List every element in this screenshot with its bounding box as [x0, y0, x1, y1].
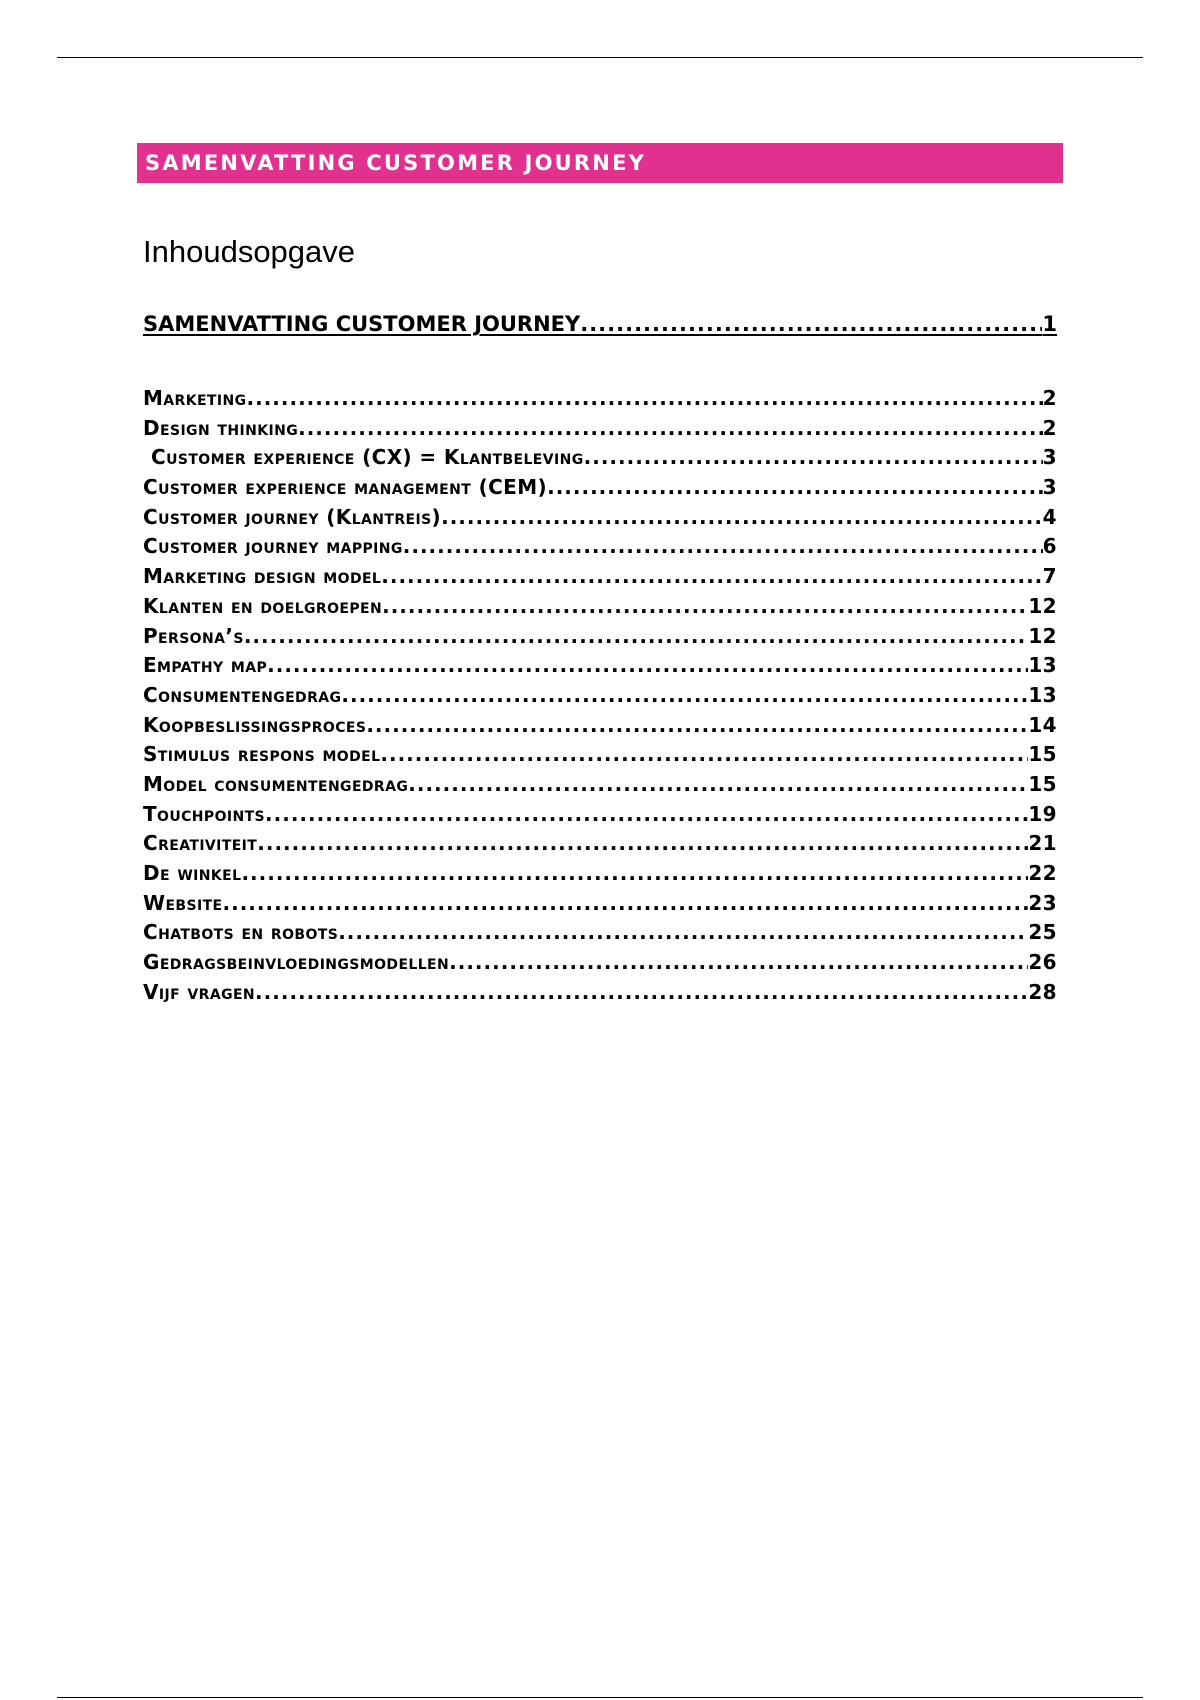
- toc-dot-leader: [403, 534, 1043, 558]
- toc-dot-leader: [441, 505, 1043, 529]
- toc-page-number: 1: [1042, 312, 1057, 336]
- toc-dot-leader: [247, 386, 1043, 410]
- toc-page-number: 3: [1042, 445, 1057, 470]
- toc-entry-title: Chatbots en robots: [143, 920, 339, 945]
- toc-entry-title: Customer journey mapping: [143, 534, 403, 559]
- toc-entry-title: Touchpoints: [143, 801, 266, 826]
- toc-entry[interactable]: [143, 713, 1057, 743]
- toc-dot-leader: [584, 445, 1043, 469]
- toc-page-number: 6: [1042, 534, 1057, 559]
- toc-page-number: 25: [1028, 920, 1057, 945]
- toc-page-number: 26: [1028, 950, 1057, 975]
- toc-entry-title: Klanten en doelgroepen: [143, 593, 383, 618]
- toc-entry[interactable]: [143, 950, 1057, 980]
- toc-page-number: 15: [1028, 742, 1057, 767]
- toc-entry-title: De winkel: [143, 861, 242, 885]
- toc-dot-leader: [257, 831, 1028, 855]
- title-banner: [137, 143, 1063, 183]
- toc-dot-leader: [267, 653, 1028, 677]
- toc-entry-title: Website: [143, 890, 223, 915]
- toc-entry[interactable]: [143, 505, 1057, 535]
- toc-entry-title: Koopbeslissingsproces: [143, 712, 367, 737]
- toc-entry-title: Consumentengedrag: [143, 682, 342, 707]
- toc-entry-title: Creativiteit: [143, 831, 258, 856]
- toc-dot-leader: [338, 920, 1028, 944]
- toc-entry-title: Customer journey (Klantreis): [143, 504, 442, 529]
- toc-dot-leader: [223, 891, 1029, 915]
- toc-page-number: 23: [1028, 890, 1057, 915]
- toc-dot-leader: [382, 594, 1028, 618]
- toc-entry-title: Stimulus respons model: [143, 742, 381, 767]
- toc-entry-title: Vijf vragen: [143, 979, 256, 1004]
- toc-dot-leader: [408, 772, 1028, 796]
- toc-dot-leader: [341, 683, 1028, 707]
- toc-entry[interactable]: [143, 831, 1057, 861]
- toc-dot-leader: [241, 861, 1028, 885]
- toc-entry[interactable]: [143, 386, 1057, 416]
- toc-entry[interactable]: [143, 980, 1057, 1010]
- toc-entry[interactable]: [143, 564, 1057, 594]
- toc-entry[interactable]: [143, 653, 1057, 683]
- toc-entry-title: Gedragsbeinvloedingsmodellen: [143, 950, 450, 975]
- toc-dot-leader: [298, 416, 1043, 440]
- toc-entry[interactable]: [143, 416, 1057, 446]
- toc-heading: Inhoudsopgave: [143, 234, 356, 269]
- toc-page-number: 12: [1028, 593, 1057, 618]
- toc-entry[interactable]: [143, 594, 1057, 624]
- toc-entry[interactable]: [143, 624, 1057, 654]
- toc-dot-leader: [255, 980, 1028, 1004]
- toc-entry[interactable]: [143, 891, 1057, 921]
- toc-entry[interactable]: [143, 475, 1057, 505]
- toc-entry[interactable]: [143, 445, 1057, 475]
- toc-page-number: 15: [1028, 771, 1057, 796]
- toc-dot-leader: [380, 742, 1028, 766]
- toc-entry-title: SAMENVATTING CUSTOMER JOURNEY: [143, 312, 581, 336]
- toc-page-number: 2: [1042, 415, 1057, 440]
- toc-dot-leader: [244, 624, 1029, 648]
- toc-entry-title: Customer experience management (CEM): [143, 475, 548, 500]
- toc-page-number: 2: [1042, 386, 1057, 410]
- toc-dot-leader: [580, 312, 1042, 336]
- toc-page-number: 21: [1028, 831, 1057, 856]
- toc-page-number: 7: [1042, 564, 1057, 589]
- toc-dot-leader: [449, 950, 1028, 974]
- toc-page-number: 19: [1028, 801, 1057, 826]
- toc-entry[interactable]: [143, 534, 1057, 564]
- toc-page-number: 28: [1028, 979, 1057, 1004]
- toc-entry-title: Customer experience (CX) = Klantbeleving: [151, 445, 584, 470]
- toc-page-number: 14: [1028, 712, 1057, 737]
- toc-page-number: 3: [1042, 475, 1057, 500]
- banner-title: SAMENVATTING CUSTOMER JOURNEY: [145, 151, 647, 175]
- toc-entry[interactable]: [143, 802, 1057, 832]
- footer-rule: [57, 1697, 1143, 1698]
- toc-dot-leader: [366, 713, 1028, 737]
- toc-entry-title: Empathy map: [143, 653, 268, 678]
- toc-entry[interactable]: [143, 742, 1057, 772]
- toc-page-number: 4: [1042, 504, 1057, 529]
- toc-dot-leader: [381, 564, 1042, 588]
- toc-entry[interactable]: [143, 920, 1057, 950]
- toc-entry-title: Model consumentengedrag: [143, 771, 409, 796]
- toc-page-number: 13: [1028, 682, 1057, 707]
- toc-entry-title: Marketing: [143, 386, 247, 410]
- toc-entry[interactable]: [143, 861, 1057, 891]
- toc-entry[interactable]: [143, 772, 1057, 802]
- toc-entry-title: Design thinking: [143, 415, 299, 440]
- toc-dot-leader: [547, 475, 1043, 499]
- toc-entry-title: Marketing design model: [143, 564, 382, 589]
- toc-entry-main[interactable]: [143, 312, 1057, 342]
- toc-page-number: 22: [1028, 861, 1057, 885]
- toc-page-number: 13: [1028, 653, 1057, 678]
- header-rule: [57, 57, 1143, 58]
- toc-dot-leader: [265, 802, 1028, 826]
- toc-entry[interactable]: [143, 683, 1057, 713]
- toc-entry-title: Persona’s: [143, 623, 244, 648]
- toc-page-number: 12: [1028, 623, 1057, 648]
- table-of-contents: [143, 312, 1057, 1009]
